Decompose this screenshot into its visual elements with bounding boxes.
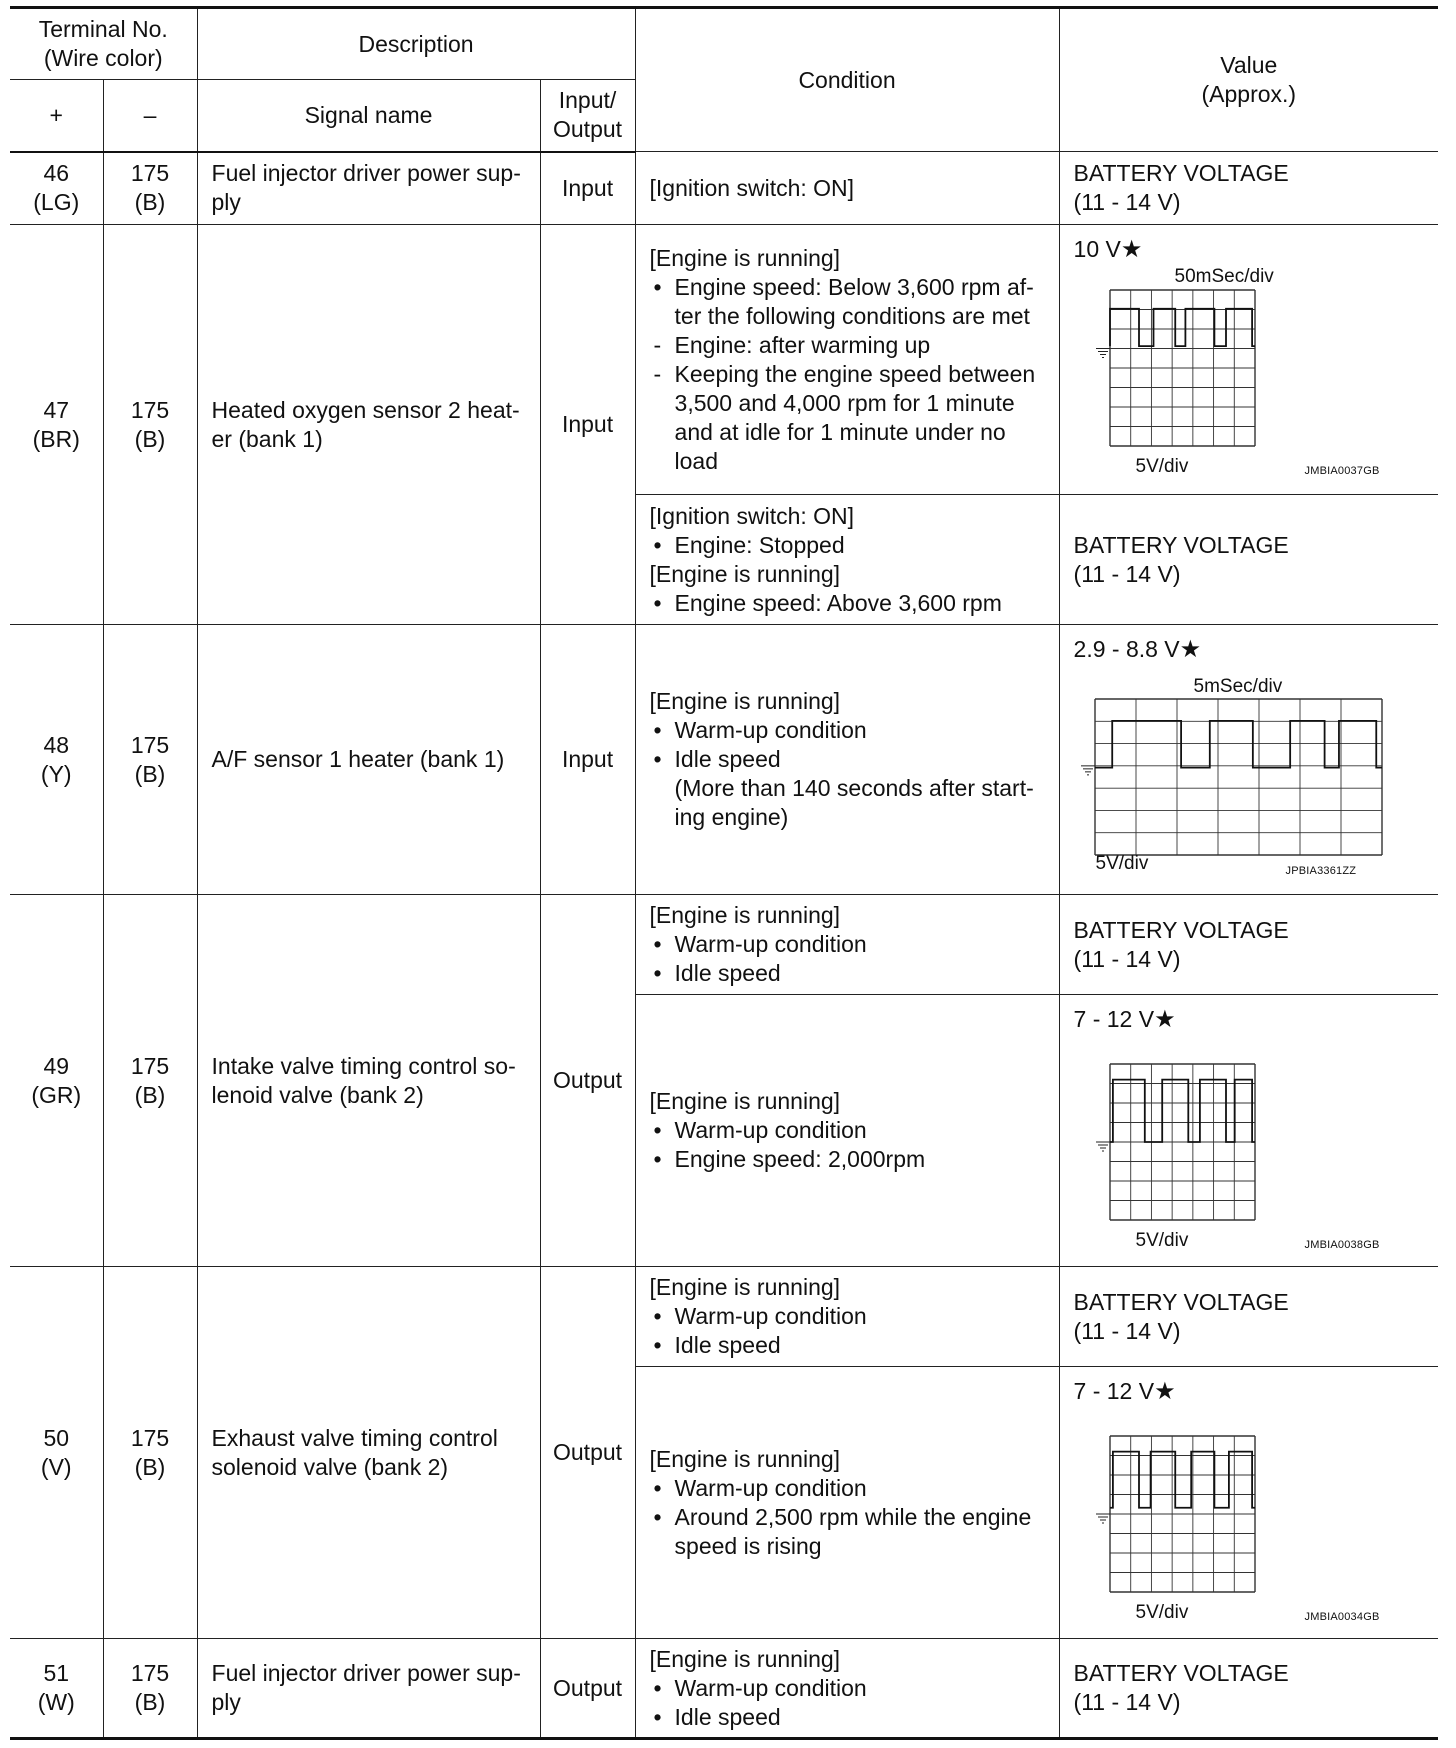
condition-heading: [Engine is running]	[649, 688, 841, 714]
condition-note-line1: (More than 140 seconds after start-	[674, 775, 1034, 801]
condition-bullet: • Warm-up condition	[650, 930, 1049, 959]
condition-bullet: • Engine speed: 2,000rpm	[650, 1145, 1049, 1174]
condition-list	[650, 531, 1049, 560]
oscilloscope-graph	[1096, 289, 1256, 447]
value-line2: (11 - 14 V)	[1073, 560, 1181, 587]
table-row	[10, 895, 1438, 995]
waveform-trace	[1110, 309, 1255, 346]
terminal-plus-number: 46	[43, 160, 70, 187]
terminal-plus	[10, 152, 103, 225]
header-condition: Condition	[635, 8, 1059, 152]
condition-bullet: • Warm-up condition	[650, 716, 1049, 745]
terminal-minus-wire-color: (B)	[134, 1081, 166, 1108]
terminal-minus-number: 175	[130, 731, 170, 758]
terminal-plus-number: 51	[43, 1660, 70, 1686]
ground-icon	[1096, 1514, 1110, 1523]
header-value-label: Value	[1220, 52, 1278, 78]
terminal-plus-number: 48	[43, 731, 70, 758]
input-output: Output	[540, 1267, 635, 1639]
signal-name-line2: er (bank 1)	[211, 425, 323, 452]
condition-bullet-line1: • Engine speed: Below 3,600 rpm af-	[674, 273, 1034, 300]
value-voltage-text: 7 - 12 V	[1073, 1378, 1155, 1404]
terminal-plus-number: 50	[43, 1424, 70, 1451]
terminal-minus-number: 175	[130, 1052, 170, 1079]
condition	[635, 1639, 1059, 1739]
condition-bullet: • Warm-up condition	[650, 1116, 1049, 1145]
header-row-top	[10, 8, 1438, 80]
condition	[635, 625, 1059, 895]
input-output: Output	[540, 895, 635, 1267]
condition-list	[650, 1674, 1049, 1732]
value-voltage-text: 2.9 - 8.8 V	[1073, 636, 1180, 662]
value-waveform-cell	[1059, 995, 1438, 1267]
condition	[635, 495, 1059, 625]
figure-id: JMBIA0034GB	[1304, 1611, 1380, 1623]
terminal-plus	[10, 895, 103, 1267]
condition-bullet: • Idle speed	[650, 1331, 1049, 1360]
oscilloscope-waveform	[1096, 289, 1256, 447]
value-line1: BATTERY VOLTAGE	[1073, 531, 1289, 558]
oscilloscope-graph	[1096, 1435, 1256, 1593]
signal-name-line2: ply	[211, 1689, 241, 1715]
condition-bullet: • Idle speed	[650, 745, 1049, 774]
header-terminal-label: Terminal No.	[38, 16, 168, 42]
waveform-trace	[1095, 721, 1382, 768]
scope-time-div-label: 5mSec/div	[1193, 676, 1283, 697]
condition-heading: [Engine is running]	[649, 1645, 841, 1672]
value-voltage	[1074, 1005, 1176, 1034]
header-minus: –	[103, 80, 197, 152]
condition-heading: [Engine is running]	[649, 244, 841, 271]
star-icon: ★	[1154, 1006, 1176, 1033]
signal-name: A/F sensor 1 heater (bank 1)	[197, 625, 540, 895]
condition-list	[650, 1302, 1049, 1360]
terminal-plus-wire-color: (GR)	[31, 1081, 82, 1108]
input-output: Input	[540, 625, 635, 895]
value-line2: (11 - 14 V)	[1073, 1317, 1181, 1344]
terminal-plus-wire-color: (Y)	[40, 760, 72, 787]
condition-bullet: • Warm-up condition	[650, 1302, 1049, 1331]
terminal-minus-wire-color: (B)	[134, 760, 166, 787]
table-row	[10, 152, 1438, 225]
value	[1059, 152, 1438, 225]
terminal-minus	[103, 1639, 197, 1739]
condition-bullet: • Warm-up condition	[650, 1474, 1049, 1503]
terminal-plus	[10, 1639, 103, 1739]
terminal-minus-wire-color: (B)	[134, 1453, 166, 1480]
condition	[635, 995, 1059, 1267]
signal-name	[197, 1639, 540, 1739]
signal-name-line2: ply	[211, 189, 241, 216]
value-voltage	[1074, 635, 1202, 664]
value-line2: (11 - 14 V)	[1073, 189, 1181, 215]
figure-id: JMBIA0037GB	[1304, 465, 1380, 477]
star-icon: ★	[1179, 636, 1202, 663]
scope-grid	[1110, 290, 1255, 446]
condition-heading: [Engine is running]	[649, 1088, 841, 1114]
condition-dash-line2: 3,500 and 4,000 rpm for 1 minute	[674, 389, 1015, 416]
terminal-plus	[10, 225, 103, 625]
terminal-plus	[10, 625, 103, 895]
waveform-trace	[1110, 1452, 1255, 1508]
value	[1059, 1639, 1438, 1739]
condition-heading: [Engine is running]	[649, 902, 841, 928]
terminal-plus	[10, 1267, 103, 1639]
value-waveform-cell	[1059, 225, 1438, 495]
star-icon: ★	[1154, 1378, 1176, 1405]
condition	[635, 225, 1059, 495]
value	[1059, 895, 1438, 995]
condition-list	[650, 930, 1049, 988]
signal-name-line1: Fuel injector driver power sup-	[211, 160, 521, 187]
signal-name-line1: Exhaust valve timing control	[211, 1424, 498, 1451]
figure-id: JMBIA0038GB	[1304, 1239, 1380, 1251]
condition	[635, 1267, 1059, 1367]
figure-id: JPBIA3361ZZ	[1285, 865, 1357, 877]
terminal-plus-wire-color: (BR)	[32, 425, 80, 452]
condition-bullet: • Engine: Stopped	[650, 531, 1049, 560]
value-line1: BATTERY VOLTAGE	[1073, 916, 1289, 943]
condition	[635, 895, 1059, 995]
condition-list	[650, 716, 1049, 774]
oscilloscope-graph	[1081, 698, 1383, 856]
oscilloscope-waveform	[1096, 1435, 1256, 1593]
condition-dash-line3: and at idle for 1 minute under no	[674, 418, 1006, 445]
terminal-minus-wire-color: (B)	[134, 425, 166, 452]
oscilloscope-graph	[1096, 1063, 1256, 1221]
header-plus: +	[10, 80, 103, 152]
condition-dash-line4: load	[674, 447, 719, 474]
condition: [Ignition switch: ON]	[635, 152, 1059, 225]
condition-note-line2: ing engine)	[674, 804, 789, 830]
signal-name	[197, 152, 540, 225]
condition-bullet: • Engine speed: Above 3,600 rpm	[650, 589, 1049, 618]
header-io-line1: Input/	[558, 87, 617, 114]
input-output: Input	[540, 152, 635, 225]
signal-name-line2: solenoid valve (bank 2)	[211, 1453, 449, 1480]
terminal-plus-wire-color: (LG)	[33, 189, 80, 216]
terminal-minus	[103, 225, 197, 625]
condition-bullet-line2: speed is rising	[674, 1532, 822, 1559]
terminal-plus-wire-color: (V)	[40, 1453, 72, 1480]
condition-bullet	[650, 1503, 1049, 1561]
value-voltage-text: 10 V	[1073, 236, 1121, 262]
terminal-minus	[103, 895, 197, 1267]
condition-bullet-line2: ter the following conditions are met	[674, 302, 1030, 329]
star-icon: ★	[1120, 236, 1143, 263]
value-line1: BATTERY VOLTAGE	[1073, 1288, 1289, 1315]
scope-time-div-label: 50mSec/div	[1174, 266, 1274, 287]
value-voltage	[1074, 1377, 1176, 1406]
value-line1: BATTERY VOLTAGE	[1073, 1660, 1289, 1686]
scope-volt-div-label: 5V/div	[1135, 1602, 1189, 1623]
header-io-line2: Output	[553, 116, 623, 143]
condition-bullet: • Idle speed	[650, 1703, 1049, 1732]
header-description: Description	[197, 8, 635, 80]
condition-dash-line1: - Engine: after warming up	[674, 331, 931, 358]
value-voltage	[1074, 235, 1143, 264]
ground-icon	[1096, 349, 1110, 358]
signal-name-line2: lenoid valve (bank 2)	[211, 1081, 424, 1108]
terminal-spec-document	[10, 6, 1438, 1740]
condition-heading: [Engine is running]	[649, 1445, 841, 1472]
value	[1059, 495, 1438, 625]
condition-bullet	[650, 273, 1049, 331]
oscilloscope-waveform	[1096, 1063, 1256, 1221]
terminal-minus	[103, 625, 197, 895]
condition-bullet: • Warm-up condition	[650, 1674, 1049, 1703]
condition-bullet-line1: • Around 2,500 rpm while the engine	[674, 1503, 1032, 1530]
input-output: Input	[540, 225, 635, 625]
condition-list	[650, 1116, 1049, 1174]
header-value	[1059, 8, 1438, 152]
terminal-minus-number: 175	[130, 396, 170, 423]
value-voltage-text: 7 - 12 V	[1073, 1006, 1155, 1032]
table-row	[10, 1639, 1438, 1739]
condition-list	[650, 1474, 1049, 1561]
condition-list	[650, 589, 1049, 618]
condition-bullet: • Idle speed	[650, 959, 1049, 988]
terminal-minus	[103, 1267, 197, 1639]
terminal-minus-number: 175	[130, 160, 170, 187]
terminal-minus-number: 175	[130, 1660, 170, 1686]
header-signal-name: Signal name	[197, 80, 540, 152]
waveform-trace	[1110, 1080, 1255, 1142]
signal-name	[197, 1267, 540, 1639]
table-row	[10, 225, 1438, 495]
scope-grid	[1110, 1436, 1255, 1592]
signal-name	[197, 895, 540, 1267]
scope-volt-div-label: 5V/div	[1135, 1230, 1189, 1251]
terminal-plus-number: 47	[43, 396, 70, 423]
oscilloscope-waveform	[1081, 698, 1383, 856]
terminal-plus-wire-color: (W)	[37, 1689, 75, 1715]
terminal-spec-table	[10, 6, 1438, 1740]
value	[1059, 1267, 1438, 1367]
header-terminal	[10, 8, 197, 80]
value-line1: BATTERY VOLTAGE	[1073, 160, 1289, 186]
table-row	[10, 1267, 1438, 1367]
ground-icon	[1081, 766, 1095, 775]
terminal-minus-wire-color: (B)	[134, 1689, 166, 1715]
input-output: Output	[540, 1639, 635, 1739]
signal-name-line1: Fuel injector driver power sup-	[211, 1660, 521, 1686]
value-waveform-cell	[1059, 625, 1438, 895]
ground-icon	[1096, 1142, 1110, 1151]
header-approx-label: (Approx.)	[1201, 81, 1297, 107]
value-line2: (11 - 14 V)	[1073, 945, 1181, 972]
scope-volt-div-label: 5V/div	[1135, 456, 1189, 477]
terminal-plus-number: 49	[43, 1052, 70, 1079]
terminal-minus-number: 175	[130, 1424, 170, 1451]
terminal-minus	[103, 152, 197, 225]
value-waveform-cell	[1059, 1367, 1438, 1639]
condition-dash-item	[650, 331, 1049, 360]
signal-name-line1: Intake valve timing control so-	[211, 1052, 516, 1079]
scope-volt-div-label: 5V/div	[1095, 853, 1149, 874]
value-line2: (11 - 14 V)	[1073, 1689, 1181, 1715]
condition	[635, 1367, 1059, 1639]
condition-dash-line1: - Keeping the engine speed between	[674, 360, 1036, 387]
signal-name	[197, 225, 540, 625]
signal-name-line1: Heated oxygen sensor 2 heat-	[211, 396, 520, 423]
condition-heading: [Ignition switch: ON]	[649, 502, 855, 529]
condition-dash-item	[650, 360, 1049, 476]
condition-list	[650, 273, 1049, 476]
condition-heading: [Engine is running]	[649, 1274, 841, 1300]
header-input-output	[540, 80, 635, 152]
condition-heading: [Engine is running]	[649, 560, 841, 587]
table-row	[10, 625, 1438, 895]
terminal-minus-wire-color: (B)	[134, 189, 166, 216]
header-wire-color-label: (Wire color)	[43, 45, 163, 71]
